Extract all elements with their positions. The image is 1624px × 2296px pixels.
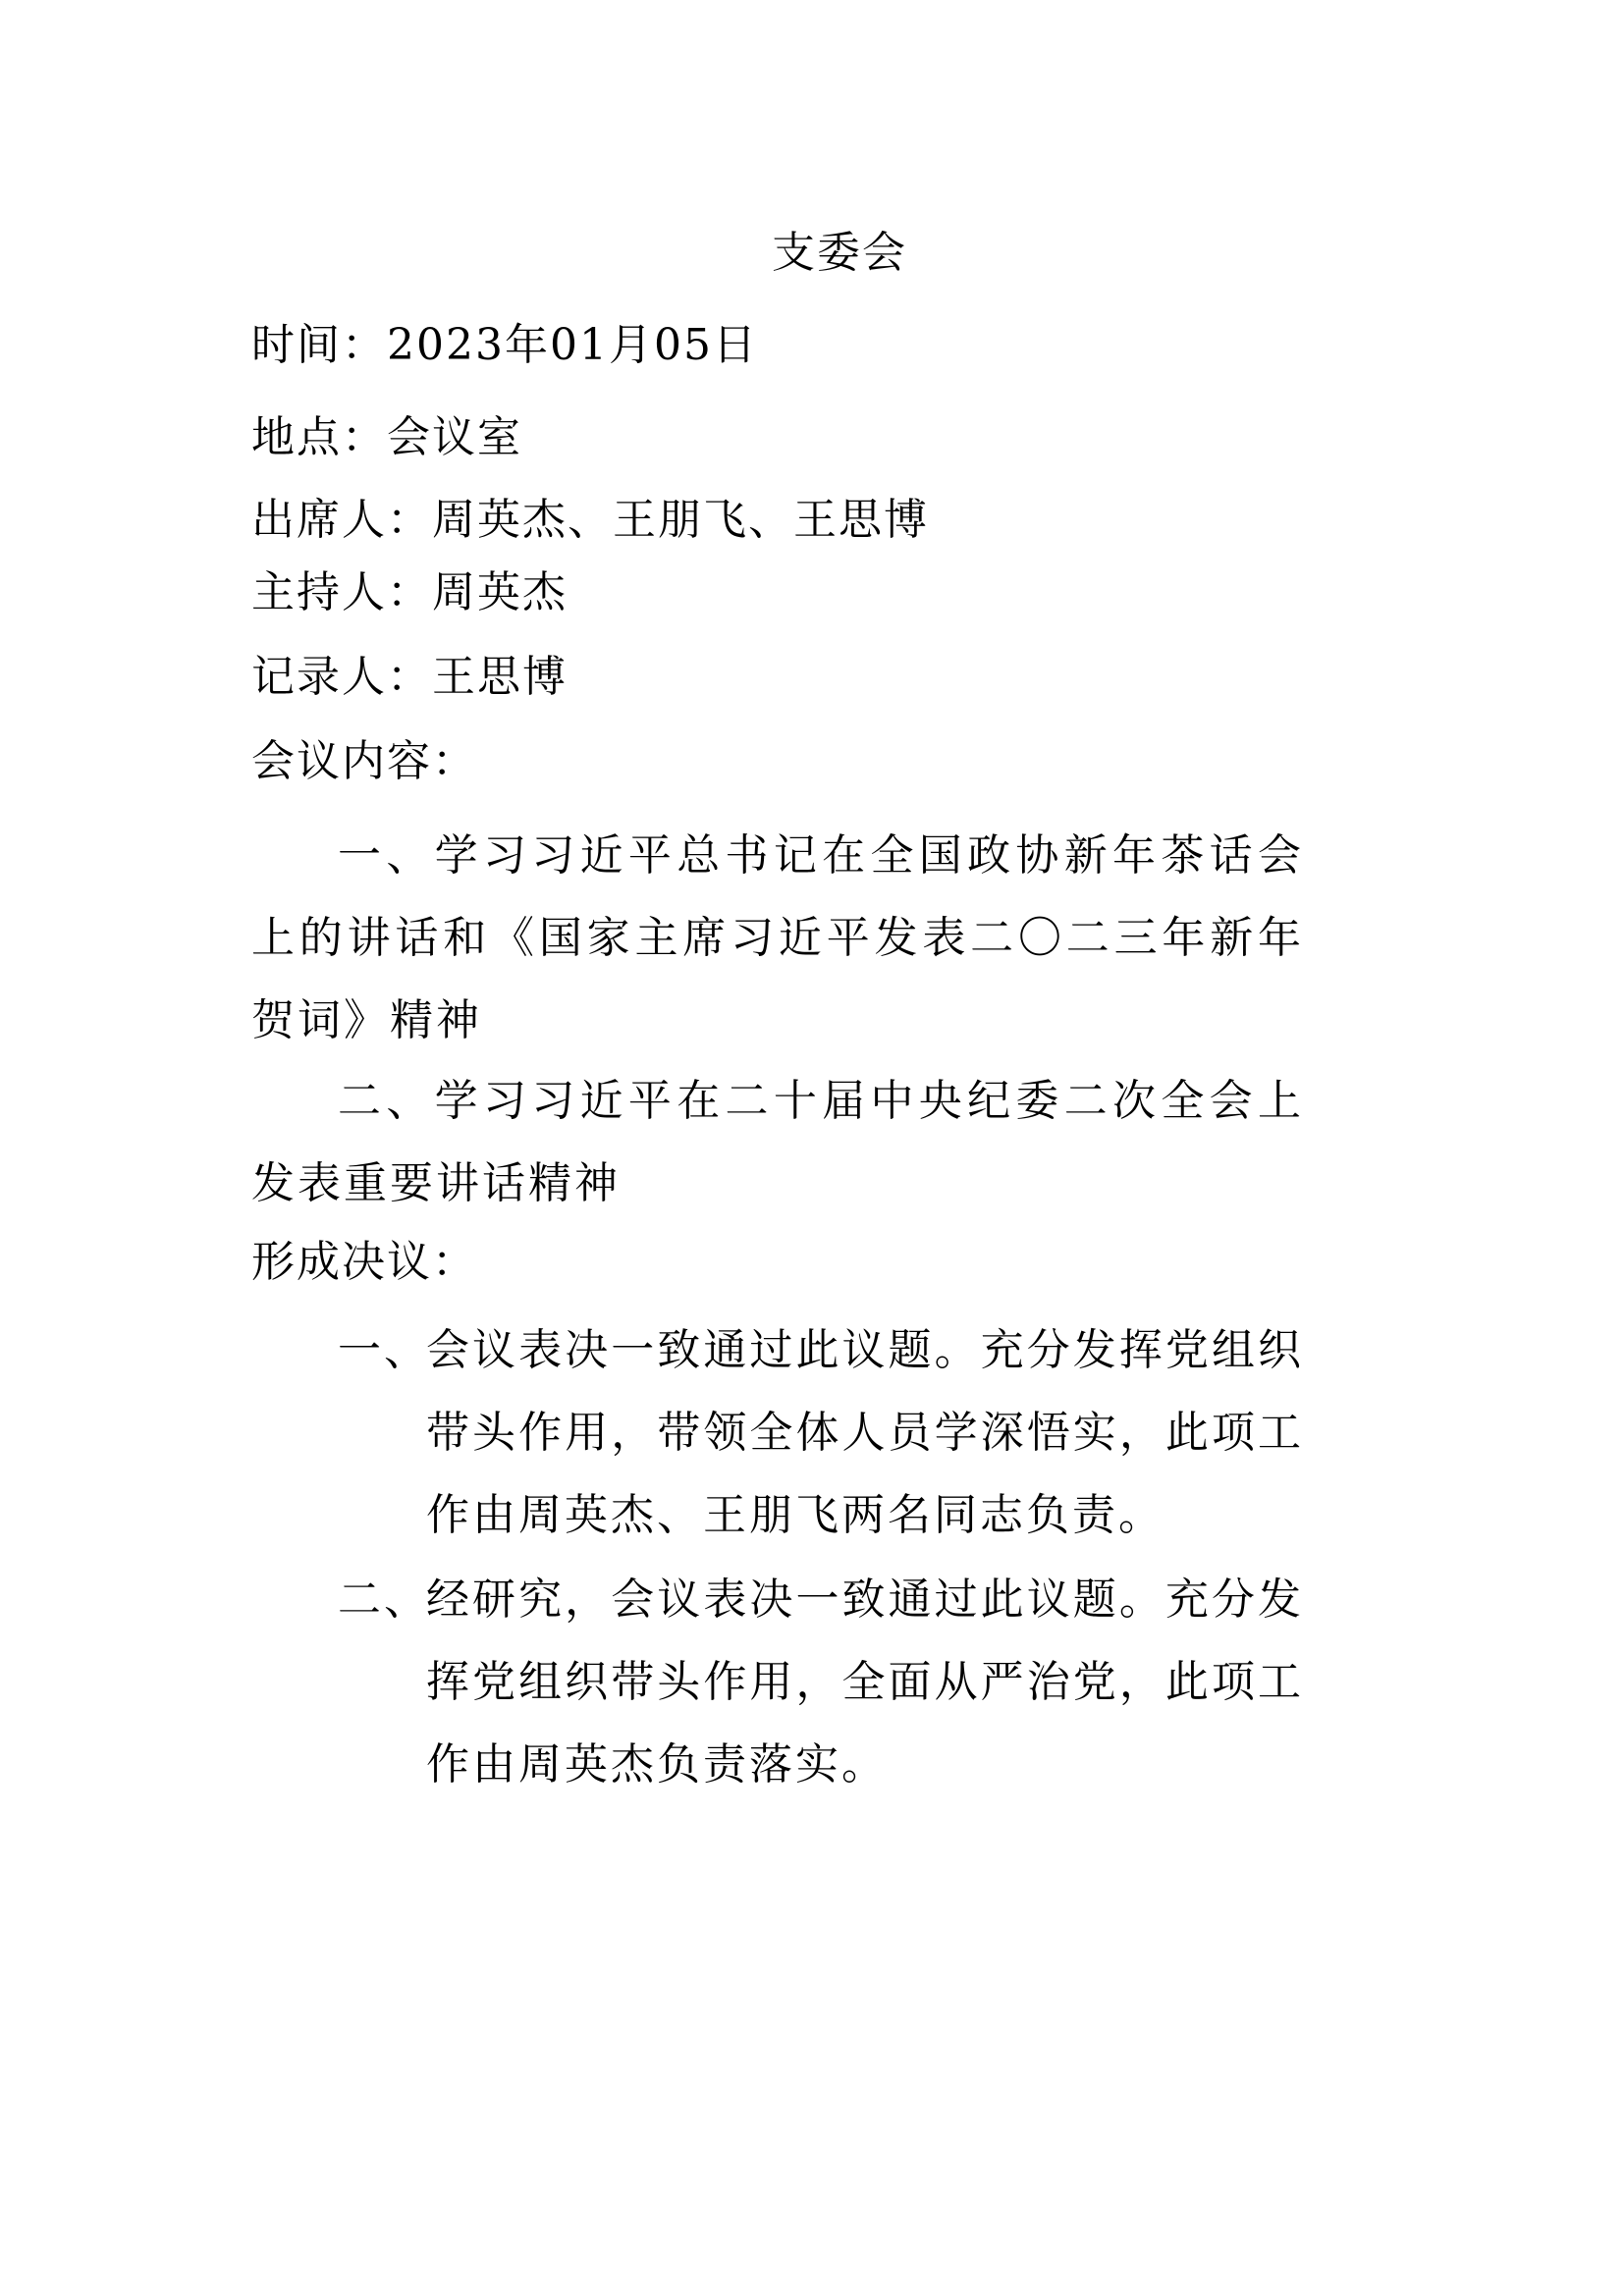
resolutions-heading: 形成决议：: [251, 1237, 477, 1287]
recorder-label: 记录人：: [251, 652, 432, 702]
resolution-item-1: [338, 1309, 1304, 1557]
time-value: 2023年01月05日: [387, 320, 758, 370]
attendees-label: 出席人：: [251, 495, 432, 545]
resolution-text: 经研究，会议表决一致通过此议题。充分发挥党组织带头作用，全面从严治党，此项工作由周英杰负责落实。: [426, 1575, 1304, 1789]
place-label: 地点：: [251, 412, 387, 462]
content-heading: 会议内容：: [251, 736, 477, 786]
host-value: 周英杰: [432, 567, 568, 617]
content-item-2: 二、学习习近平在二十届中央纪委二次全会上发表重要讲话精神: [251, 1076, 1304, 1208]
recorder-value: 王思博: [432, 652, 568, 702]
place-value: 会议室: [387, 412, 522, 462]
meeting-place: [251, 412, 522, 462]
resolution-text: 会议表决一致通过此议题。充分发挥党组织带头作用，带领全体人员学深悟实，此项工作由周英杰、王朋飞两名同志负责。: [426, 1325, 1304, 1540]
document-title: 支委会: [772, 228, 907, 278]
meeting-time: [251, 320, 758, 370]
meeting-recorder: [251, 652, 568, 702]
time-label: 时间：: [251, 320, 387, 370]
attendees-value: 周英杰、王朋飞、王思博: [432, 495, 929, 545]
resolution-number: 一、: [338, 1325, 430, 1375]
content-item-1: 一、学习习近平总书记在全国政协新年茶话会上的讲话和《国家主席习近平发表二〇二三年新年贺词》精神: [251, 830, 1304, 1045]
resolution-item-2: [338, 1559, 1304, 1806]
meeting-host: [251, 567, 568, 617]
resolution-number: 二、: [338, 1575, 430, 1625]
host-label: 主持人：: [251, 567, 432, 617]
meeting-attendees: [251, 495, 929, 545]
